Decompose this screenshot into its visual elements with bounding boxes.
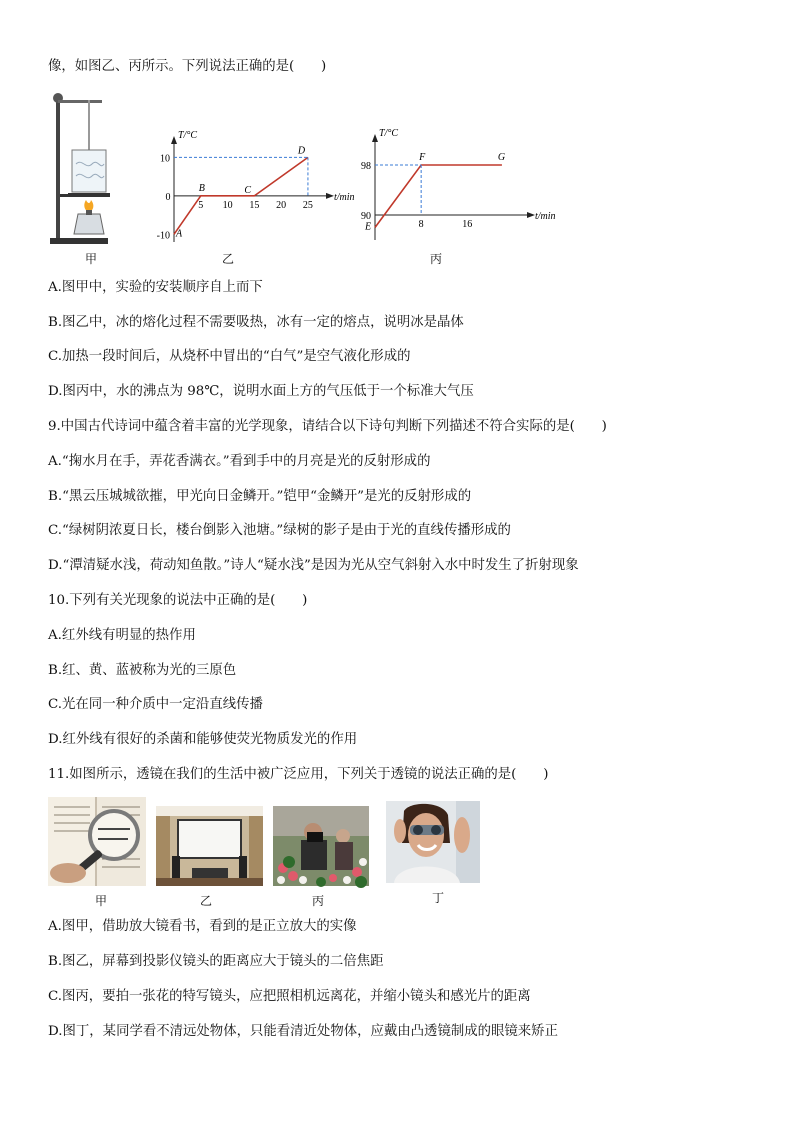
q11-option-b: B.图乙，屏幕到投影仪镜头的距离应大于镜头的二倍焦距: [48, 954, 384, 969]
q9-option-c: C.“绿树阴浓夏日长，楼台倒影入池塘。”绿树的影子是由于光的直线传播形成的: [48, 523, 511, 538]
figure-caption-yi: 乙: [222, 252, 235, 266]
q10-option-d: D.红外线有很好的杀菌和能够使荧光物质发光的作用: [48, 732, 358, 747]
q11-option-a: A.图甲，借助放大镜看书，看到的是正立放大的实像: [48, 919, 357, 934]
point-label-a: A: [176, 228, 183, 240]
projector-room-photo: [156, 806, 263, 886]
x-axis-label: t/min: [535, 211, 556, 222]
q10-stem: 10.下列有关光现象的说法中正确的是( ): [48, 593, 308, 608]
x-tick-label: 8: [418, 219, 424, 230]
y-tick-label: 98: [361, 161, 371, 172]
q8-option-c: C.加热一段时间后，从烧杯中冒出的“白气”是空气液化形成的: [48, 349, 411, 364]
q10-option-c: C.光在同一种介质中一定沿直线传播: [48, 697, 263, 712]
y-tick-label: 90: [361, 211, 371, 222]
q9-stem: 9.中国古代诗词中蕴含着丰富的光学现象，请结合以下诗句判断下列描述不符合实际的是( ): [48, 419, 607, 434]
melting-chart-svg: [140, 128, 355, 248]
q11-option-c: C.图丙，要拍一张花的特写镜头，应把照相机远离花，并缩小镜头和感光片的距离: [48, 989, 531, 1004]
point-label-g: G: [497, 152, 506, 163]
y-axis-label: T/°C: [379, 128, 399, 139]
x-tick-label: 0: [165, 191, 171, 203]
apparatus-figure: [46, 88, 112, 248]
q10-option-b: B.红、黄、蓝被称为光的三原色: [48, 663, 237, 678]
photo-caption-jia: 甲: [95, 894, 108, 908]
magnifier-illustration: [48, 797, 146, 886]
point-label-e: E: [365, 221, 372, 233]
q8-stem: 像，如图乙、丙所示。下列说法正确的是( ): [48, 59, 327, 74]
boiling-chart-svg: [355, 126, 555, 246]
point-label-c: C: [244, 184, 252, 196]
y-axis-label: T/°C: [178, 130, 198, 141]
eye-test-photo: [386, 801, 480, 883]
x-tick-label: 15: [249, 199, 260, 211]
x-axis-label: t/min: [334, 191, 355, 203]
melting-chart: [140, 128, 355, 248]
point-label-f: F: [419, 152, 426, 163]
photo-caption-ding: 丁: [432, 891, 445, 905]
q8-option-a: A.图甲中，实验的安装顺序自上而下: [48, 280, 263, 295]
x-tick-label: 20: [276, 199, 287, 211]
point-label-d: D: [297, 145, 306, 157]
x-axis-arrow: [527, 212, 535, 218]
photo-caption-yi: 乙: [200, 894, 213, 908]
q8-option-d: D.图丙中，水的沸点为 98℃，说明水面上方的气压低于一个标准大气压: [48, 384, 474, 399]
x-axis-arrow: [326, 193, 334, 199]
q9-option-b: B.“黑云压城城欲摧，甲光向日金鳞开。”铠甲“金鳞开”是光的反射形成的: [48, 489, 472, 504]
projector-room-illustration: [156, 806, 263, 886]
y-axis-arrow: [372, 134, 378, 142]
x-tick-label: 10: [222, 199, 233, 211]
q11-stem: 11.如图所示，透镜在我们的生活中被广泛应用，下列关于透镜的说法正确的是( ): [48, 767, 549, 782]
photographer-photo: [273, 806, 369, 886]
x-tick-label: 25: [302, 199, 313, 211]
eye-test-illustration: [386, 801, 480, 883]
q10-option-a: A.红外线有明显的热作用: [48, 628, 196, 643]
y-axis-arrow: [171, 136, 177, 144]
q8-option-b: B.图乙中，冰的熔化过程不需要吸热，冰有一定的熔点，说明冰是晶体: [48, 315, 464, 330]
y-tick-label: -10: [156, 230, 170, 242]
heating-apparatus-illustration: [46, 88, 112, 248]
q11-option-d: D.图丁，某同学看不清远处物体，只能看清近处物体，应戴由凸透镜制成的眼镜来矫正: [48, 1024, 558, 1039]
q9-option-d: D.“潭清疑水浅，荷动知鱼散。”诗人“疑水浅”是因为光从空气斜射入水中时发生了折射现象: [48, 558, 579, 573]
figure-caption-bing: 丙: [430, 252, 443, 266]
point-label-b: B: [198, 182, 205, 194]
x-tick-label: 16: [462, 219, 473, 230]
y-tick-label: 10: [160, 153, 170, 165]
photo-caption-bing: 丙: [312, 894, 325, 908]
boiling-chart: [355, 126, 555, 246]
magnifier-photo: [48, 797, 146, 886]
data-line: [375, 165, 502, 228]
figure-caption-jia: 甲: [85, 252, 98, 266]
x-tick-label: 5: [198, 199, 204, 211]
photographer-illustration: [273, 806, 369, 886]
q9-option-a: A.“掬水月在手，弄花香满衣。”看到手中的月亮是光的反射形成的: [48, 454, 431, 469]
